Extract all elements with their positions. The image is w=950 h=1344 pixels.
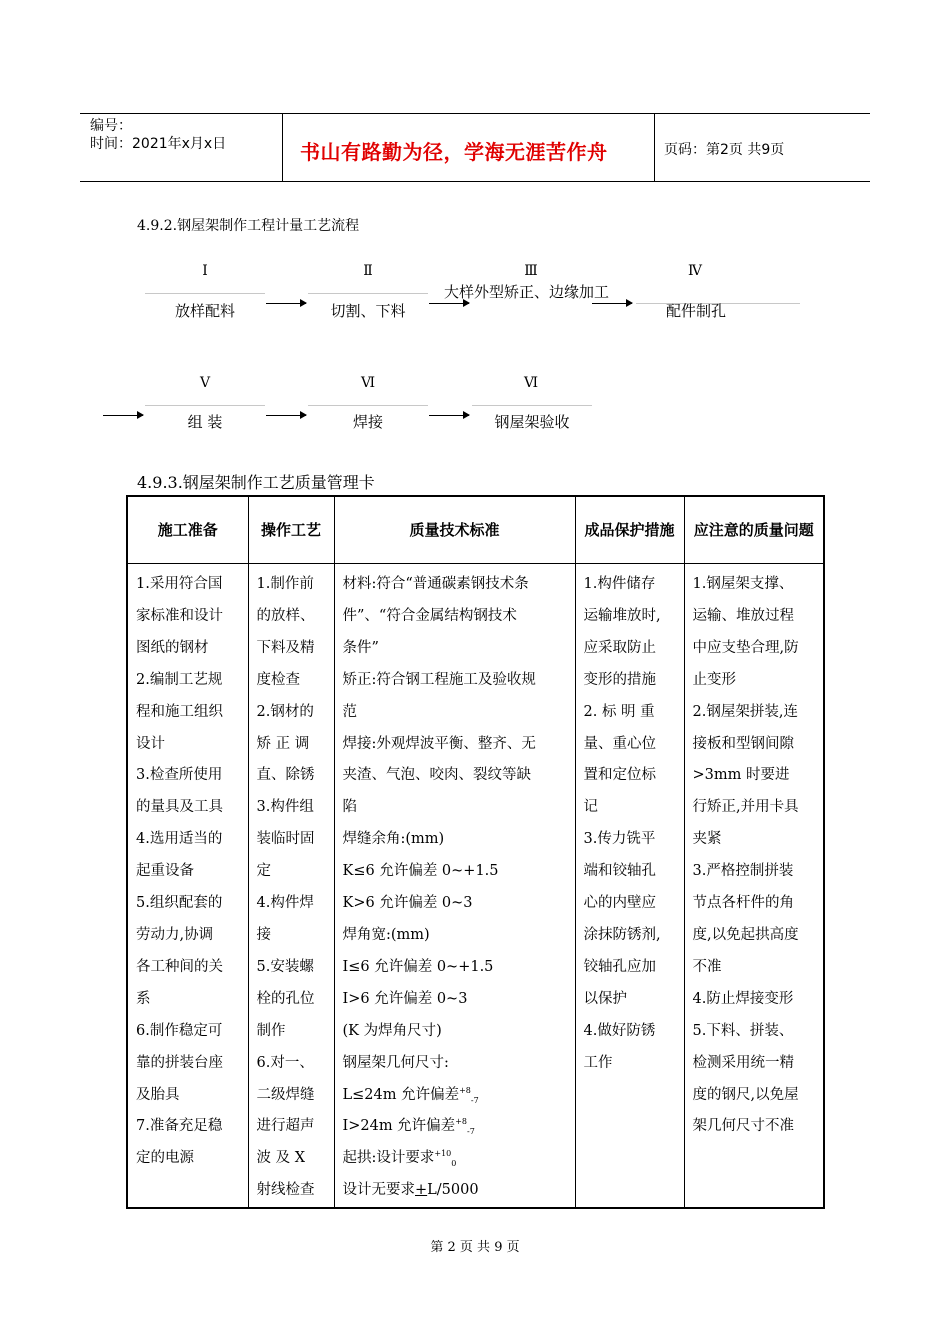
header-time: 时间：2021年x月x日 — [90, 136, 227, 152]
cell-line: 端和铰轴孔 — [583, 863, 656, 880]
cell-line: 材料:符合“普通碳素钢技术条 — [342, 576, 529, 592]
tolerance-lower: -7 — [466, 1127, 475, 1137]
cell-line: 起重设备 — [136, 863, 194, 880]
table-row — [127, 564, 824, 1209]
cell-line: 1.制作前 — [256, 576, 314, 592]
tolerance-text: 起拱:设计要求 — [342, 1150, 435, 1167]
quality-table — [126, 495, 825, 1209]
cell-line: 下料及精 — [256, 639, 315, 656]
cell-issues — [684, 564, 824, 1209]
cell-line: 5.安装螺 — [256, 958, 314, 975]
cell-line: 程和施工组织 — [136, 703, 223, 720]
cell-line: 焊角宽:(mm) — [342, 926, 430, 943]
header-divider — [282, 113, 283, 181]
cell-line: 的量具及工具 — [136, 799, 223, 816]
cell-line: 3.检查所使用 — [136, 767, 223, 784]
cell-line: K>6 允许偏差 0~3 — [342, 895, 473, 912]
header-page: 页码：第2页 共9页 — [664, 142, 785, 158]
cell-line: 3.严格控制拼装 — [692, 863, 794, 880]
cell-line: 不准 — [692, 958, 722, 975]
cell-line: 止变形 — [692, 671, 736, 688]
header-divider — [654, 113, 655, 181]
step-rule — [145, 293, 265, 294]
header-protection: 成品保护措施 — [575, 496, 684, 564]
cell-line: 劳动力,协调 — [136, 926, 214, 943]
cell-line: 条件” — [342, 639, 379, 656]
flow-arrow — [103, 415, 143, 416]
cell-line: 6.对一、 — [256, 1054, 314, 1071]
cell-line: 二级焊缝 — [256, 1086, 315, 1103]
cell-line: 射线检查 — [256, 1182, 315, 1199]
cell-line: 3.构件组 — [256, 799, 314, 816]
cell-line: 3.传力铣平 — [583, 831, 656, 848]
header-issues: 应注意的质量问题 — [684, 496, 824, 564]
cell-line: I>6 允许偏差 0~3 — [342, 990, 468, 1007]
cell-line: 制作 — [256, 1022, 286, 1039]
cell-line: 直、除锈 — [256, 767, 315, 784]
cell-line: 接 — [256, 926, 271, 943]
cell-line: 范 — [342, 703, 357, 720]
header-bottom-rule — [80, 181, 870, 182]
cell-line: 中应支垫合理,防 — [692, 639, 799, 656]
cell-line: 栓的孔位 — [256, 990, 315, 1007]
cell-line: 焊接:外观焊波平衡、整齐、无 — [342, 735, 536, 752]
tolerance-text: L/5000 — [427, 1182, 479, 1199]
cell-protection — [575, 564, 684, 1209]
tolerance-line — [343, 1175, 568, 1207]
step-roman: Ⅴ — [199, 375, 211, 391]
cell-line: 节点各杆件的角 — [692, 895, 794, 912]
cell-line: 矫 正 调 — [256, 735, 310, 752]
cell-line: 夹渣、气泡、咬肉、裂纹等缺 — [342, 767, 531, 784]
cell-line: 定的电源 — [136, 1150, 194, 1167]
cell-line: 4.选用适当的 — [136, 831, 223, 848]
cell-line: 2. 标 明 重 — [583, 703, 655, 720]
cell-line: 记 — [583, 799, 598, 816]
cell-line: >3mm 时要进 — [692, 767, 790, 784]
step-roman: Ⅵ — [523, 375, 539, 391]
cell-line: 铰轴孔应加 — [583, 958, 656, 975]
tolerance-text: I>24m 允许偏差 — [342, 1118, 456, 1135]
cell-line: 设计 — [136, 735, 165, 752]
cell-line: 2.编制工艺规 — [136, 671, 223, 688]
flow-arrow — [592, 303, 632, 304]
step-label: 切割、下料 — [330, 302, 406, 320]
step-roman: Ⅳ — [688, 263, 702, 279]
cell-line: 陷 — [342, 799, 357, 816]
step-roman: Ⅱ — [363, 263, 373, 279]
header-process: 操作工艺 — [248, 496, 334, 564]
cell-line: 心的内壁应 — [583, 895, 656, 912]
cell-line: 变形的措施 — [583, 671, 656, 688]
cell-line: 4.做好防锈 — [583, 1022, 656, 1039]
cell-line: 装临时固 — [256, 831, 315, 848]
cell-line: 矫正:符合钢工程施工及验收规 — [342, 671, 536, 688]
step3-note: 大样外型矫正、边缘加工 — [444, 283, 610, 301]
cell-line: 1.构件储存 — [583, 576, 656, 592]
flow-arrow — [429, 303, 469, 304]
tolerance-text: 设计无要求 — [342, 1182, 415, 1199]
cell-line: 7.准备充足稳 — [136, 1118, 223, 1135]
cell-line: 检测采用统一精 — [692, 1054, 794, 1071]
tolerance-upper: +8 — [455, 1117, 467, 1127]
flow-arrow — [266, 415, 306, 416]
tolerance-lower: 0 — [451, 1159, 457, 1169]
cell-line: 定 — [256, 863, 271, 880]
cell-line: 2.钢材的 — [256, 703, 314, 720]
cell-line: 靠的拼装台座 — [136, 1054, 223, 1071]
page-footer: 第 2 页 共 9 页 — [430, 1240, 520, 1255]
flow-arrow — [266, 303, 306, 304]
tolerance-line — [343, 1111, 568, 1143]
step-rule — [308, 293, 428, 294]
cell-line: 2.钢屋架拼装,连 — [692, 703, 798, 720]
cell-line: 1.钢屋架支撑、 — [692, 576, 794, 592]
cell-line: 钢屋架几何尺寸: — [342, 1054, 449, 1071]
cell-line: 4.构件焊 — [256, 895, 314, 912]
step-label: 组 装 — [187, 413, 223, 431]
tolerance-line — [343, 1143, 568, 1175]
cell-line: K≤6 允许偏差 0~+1.5 — [342, 863, 499, 880]
cell-line: 的放样、 — [256, 607, 315, 624]
table-header-row — [127, 496, 824, 564]
tolerance-line — [343, 1080, 568, 1112]
step-label: 配件制孔 — [665, 302, 726, 320]
step-roman: Ⅲ — [524, 263, 538, 279]
cell-line: 夹紧 — [692, 831, 722, 848]
cell-line: 以保护 — [583, 990, 627, 1007]
cell-process — [248, 564, 334, 1209]
step-rule — [308, 405, 428, 406]
cell-line: 波 及 X — [256, 1150, 306, 1167]
tolerance-text: L≤24m 允许偏差 — [342, 1086, 460, 1103]
cell-line: 度的钢尺,以免屋 — [692, 1086, 799, 1103]
cell-line: 工作 — [583, 1054, 613, 1071]
tolerance-lower: -7 — [470, 1095, 479, 1105]
cell-line: 焊缝余角:(mm) — [342, 831, 445, 848]
tolerance-upper: +10 — [434, 1149, 452, 1159]
cell-line: 及胎具 — [136, 1086, 180, 1103]
cell-line: I≤6 允许偏差 0~+1.5 — [342, 958, 494, 975]
cell-line: 5.下料、拼装、 — [692, 1022, 794, 1039]
table-title: 4.9.3.钢屋架制作工艺质量管理卡 — [137, 473, 375, 492]
step-roman: Ⅰ — [202, 263, 208, 279]
cell-line: 1.采用符合国 — [136, 576, 223, 592]
step-rule — [472, 405, 592, 406]
plus-minus-sign: + — [415, 1182, 428, 1199]
cell-line: 运输堆放时, — [583, 607, 661, 624]
flow-arrow — [429, 415, 469, 416]
cell-line: 运输、堆放过程 — [692, 607, 794, 624]
cell-line: 接板和型钢间隙 — [692, 735, 794, 752]
step-label: 钢屋架验收 — [494, 413, 570, 431]
cell-line: 6.制作稳定可 — [136, 1022, 223, 1039]
tolerance-upper: +8 — [459, 1085, 471, 1095]
cell-line: 度检查 — [256, 671, 300, 688]
cell-line: 架几何尺寸不准 — [692, 1118, 794, 1135]
flow-title: 4.9.2.钢屋架制作工程计量工艺流程 — [137, 218, 360, 234]
cell-line: 图纸的钢材 — [136, 639, 209, 656]
cell-line: 应采取防止 — [583, 639, 656, 656]
cell-line: 各工种间的关 — [136, 958, 223, 975]
cell-line: 件”、“符合金属结构钢技术 — [342, 607, 517, 624]
cell-line: 涂抹防锈剂, — [583, 926, 661, 943]
step-roman: Ⅵ — [360, 375, 376, 391]
cell-prep — [127, 564, 248, 1209]
step-rule — [145, 405, 265, 406]
cell-standard — [334, 564, 575, 1209]
cell-line: 量、重心位 — [583, 735, 656, 752]
cell-line: 系 — [136, 990, 151, 1007]
cell-line: 家标准和设计 — [136, 607, 223, 624]
cell-line: 行矫正,并用卡具 — [692, 799, 799, 816]
step-label: 放样配料 — [174, 302, 235, 320]
header-top-rule — [80, 113, 870, 114]
header-prep: 施工准备 — [127, 496, 248, 564]
cell-line: (K 为焊角尺寸) — [342, 1022, 442, 1039]
cell-line: 进行超声 — [256, 1118, 315, 1135]
cell-line: 4.防止焊接变形 — [692, 990, 794, 1007]
header-motto: 书山有路勤为径，学海无涯苦作舟 — [300, 140, 608, 164]
header-standard: 质量技术标准 — [334, 496, 575, 564]
header-number: 编号： — [90, 118, 132, 134]
cell-line: 5.组织配套的 — [136, 895, 223, 912]
step-label: 焊接 — [352, 413, 383, 431]
cell-line: 置和定位标 — [583, 767, 656, 784]
cell-line: 度,以免起拱高度 — [692, 926, 799, 943]
